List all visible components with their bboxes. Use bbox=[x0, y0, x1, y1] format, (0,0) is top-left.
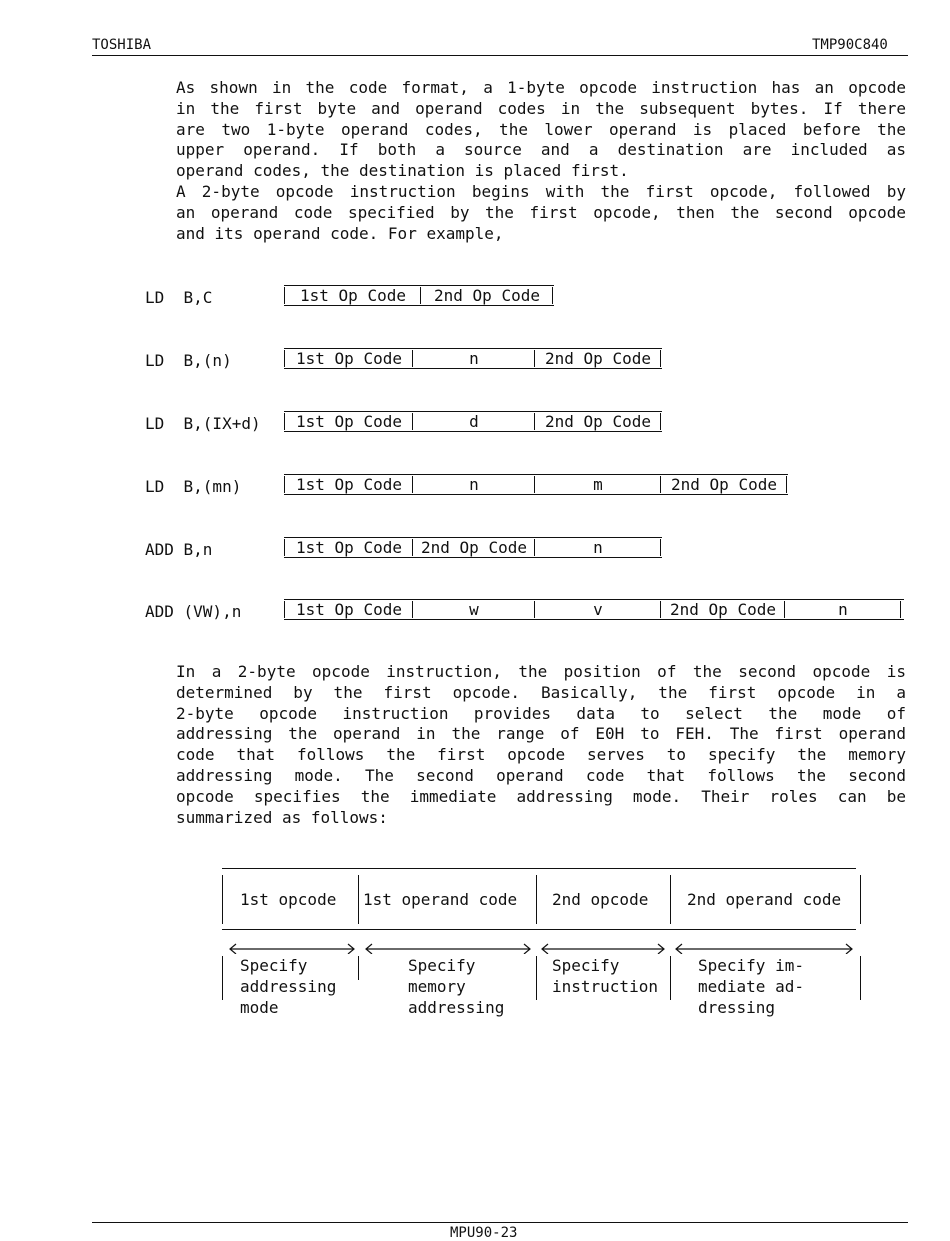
roles-table-header bbox=[222, 868, 862, 930]
field-cell: v bbox=[593, 600, 603, 619]
body-line: opcode specifies the immediate addressing mode. Their roles can be bbox=[176, 786, 906, 806]
instruction-format-bar bbox=[284, 348, 662, 369]
field-separator bbox=[900, 601, 901, 618]
table-header-cell: 1st opcode bbox=[240, 890, 337, 909]
example-mnemonic: LD B,(mn) bbox=[145, 477, 242, 496]
table-rule bbox=[222, 929, 856, 930]
body-line: code that follows the first opcode serves to specify the memory bbox=[176, 745, 906, 765]
field-separator bbox=[660, 539, 661, 556]
header-rule bbox=[92, 55, 908, 56]
table-divider bbox=[358, 875, 359, 924]
field-cell: n bbox=[469, 349, 479, 368]
role-description: Specify instruction bbox=[552, 956, 658, 996]
field-cell: w bbox=[469, 600, 479, 619]
instruction-format-bar bbox=[284, 285, 554, 306]
field-cell: 1st Op Code bbox=[300, 286, 406, 305]
field-cell: 2nd Op Code bbox=[545, 412, 651, 431]
example-mnemonic: LD B,(n) bbox=[145, 351, 232, 370]
instruction-format-bar bbox=[284, 474, 788, 495]
example-mnemonic: ADD (VW),n bbox=[145, 602, 242, 621]
example-mnemonic: LD B,C bbox=[145, 288, 213, 307]
field-cell: 2nd Op Code bbox=[545, 349, 651, 368]
table-divider bbox=[222, 956, 223, 1000]
body-line: summarized as follows: bbox=[176, 807, 388, 827]
field-cell: 2nd Op Code bbox=[671, 475, 777, 494]
intro-line: are two 1-byte operand codes, the lower operand is placed before the bbox=[176, 119, 906, 139]
table-divider bbox=[536, 875, 537, 924]
table-divider bbox=[670, 875, 671, 924]
intro-line: A 2-byte opcode instruction begins with the first opcode, followed by bbox=[176, 181, 906, 201]
body-line: determined by the first opcode. Basically, the first opcode in a bbox=[176, 682, 906, 702]
body-line: addressing mode. The second operand code that follows the second bbox=[176, 765, 906, 785]
field-cell: 2nd Op Code bbox=[421, 538, 527, 557]
field-separator bbox=[660, 413, 661, 430]
field-separator bbox=[660, 350, 661, 367]
field-cell: d bbox=[469, 412, 479, 431]
table-header-cell: 1st operand code bbox=[363, 890, 518, 909]
field-cell: m bbox=[593, 475, 603, 494]
field-cell: n bbox=[593, 538, 603, 557]
field-cell: 1st Op Code bbox=[296, 412, 402, 431]
table-header-cell: 2nd opcode bbox=[552, 890, 649, 909]
field-cell: 1st Op Code bbox=[296, 475, 402, 494]
role-description: Specify im- mediate ad- dressing bbox=[698, 956, 804, 1017]
header-brand: TOSHIBA bbox=[92, 37, 152, 53]
field-separator bbox=[552, 287, 553, 304]
role-description: Specify memory addressing bbox=[408, 956, 505, 1017]
field-cell: 2nd Op Code bbox=[670, 600, 776, 619]
field-cell: 1st Op Code bbox=[296, 349, 402, 368]
instruction-format-bar bbox=[284, 599, 904, 620]
body-line: 2-byte opcode instruction provides data to select the mode of bbox=[176, 703, 906, 723]
table-divider bbox=[358, 956, 359, 980]
field-cell: 1st Op Code bbox=[296, 538, 402, 557]
table-header-cell: 2nd operand code bbox=[687, 890, 842, 909]
field-cell: n bbox=[838, 600, 848, 619]
roles-descriptions bbox=[222, 942, 862, 1022]
table-divider bbox=[860, 956, 861, 1000]
span-arrow bbox=[364, 942, 532, 954]
header-part-number: TMP90C840 bbox=[812, 37, 888, 53]
footer-rule bbox=[92, 1222, 908, 1223]
table-rule bbox=[222, 868, 856, 869]
span-arrow bbox=[228, 942, 356, 954]
field-cell: n bbox=[469, 475, 479, 494]
body-line: addressing the operand in the range of E0H to FEH. The first operand bbox=[176, 724, 906, 744]
example-mnemonic: LD B,(IX+d) bbox=[145, 414, 261, 433]
footer-page-id: MPU90-23 bbox=[450, 1225, 518, 1241]
body-line: In a 2-byte opcode instruction, the position of the second opcode is bbox=[176, 662, 906, 681]
span-arrow bbox=[540, 942, 666, 954]
field-cell: 2nd Op Code bbox=[434, 286, 540, 305]
intro-line: in the first byte and operand codes in the subsequent bytes. If there bbox=[176, 98, 906, 118]
instruction-format-bar bbox=[284, 537, 662, 558]
table-divider bbox=[860, 875, 861, 924]
table-divider bbox=[536, 956, 537, 1000]
table-divider bbox=[670, 956, 671, 1000]
span-arrow bbox=[674, 942, 854, 954]
intro-paragraph bbox=[176, 78, 906, 244]
instruction-format-bar bbox=[284, 411, 662, 432]
intro-line: an operand code specified by the first opcode, then the second opcode bbox=[176, 202, 906, 222]
intro-line: operand codes, the destination is placed first. bbox=[176, 161, 629, 181]
field-separator bbox=[786, 476, 787, 493]
field-cell: 1st Op Code bbox=[296, 600, 402, 619]
table-divider bbox=[222, 875, 223, 924]
intro-line: As shown in the code format, a 1-byte opcode instruction has an opcode bbox=[176, 78, 906, 97]
example-mnemonic: ADD B,n bbox=[145, 540, 213, 559]
intro-line: and its operand code. For example, bbox=[176, 223, 504, 243]
role-description: Specify addressing mode bbox=[240, 956, 337, 1017]
body-paragraph bbox=[176, 662, 906, 828]
intro-line: upper operand. If both a source and a destination are included as bbox=[176, 140, 906, 160]
